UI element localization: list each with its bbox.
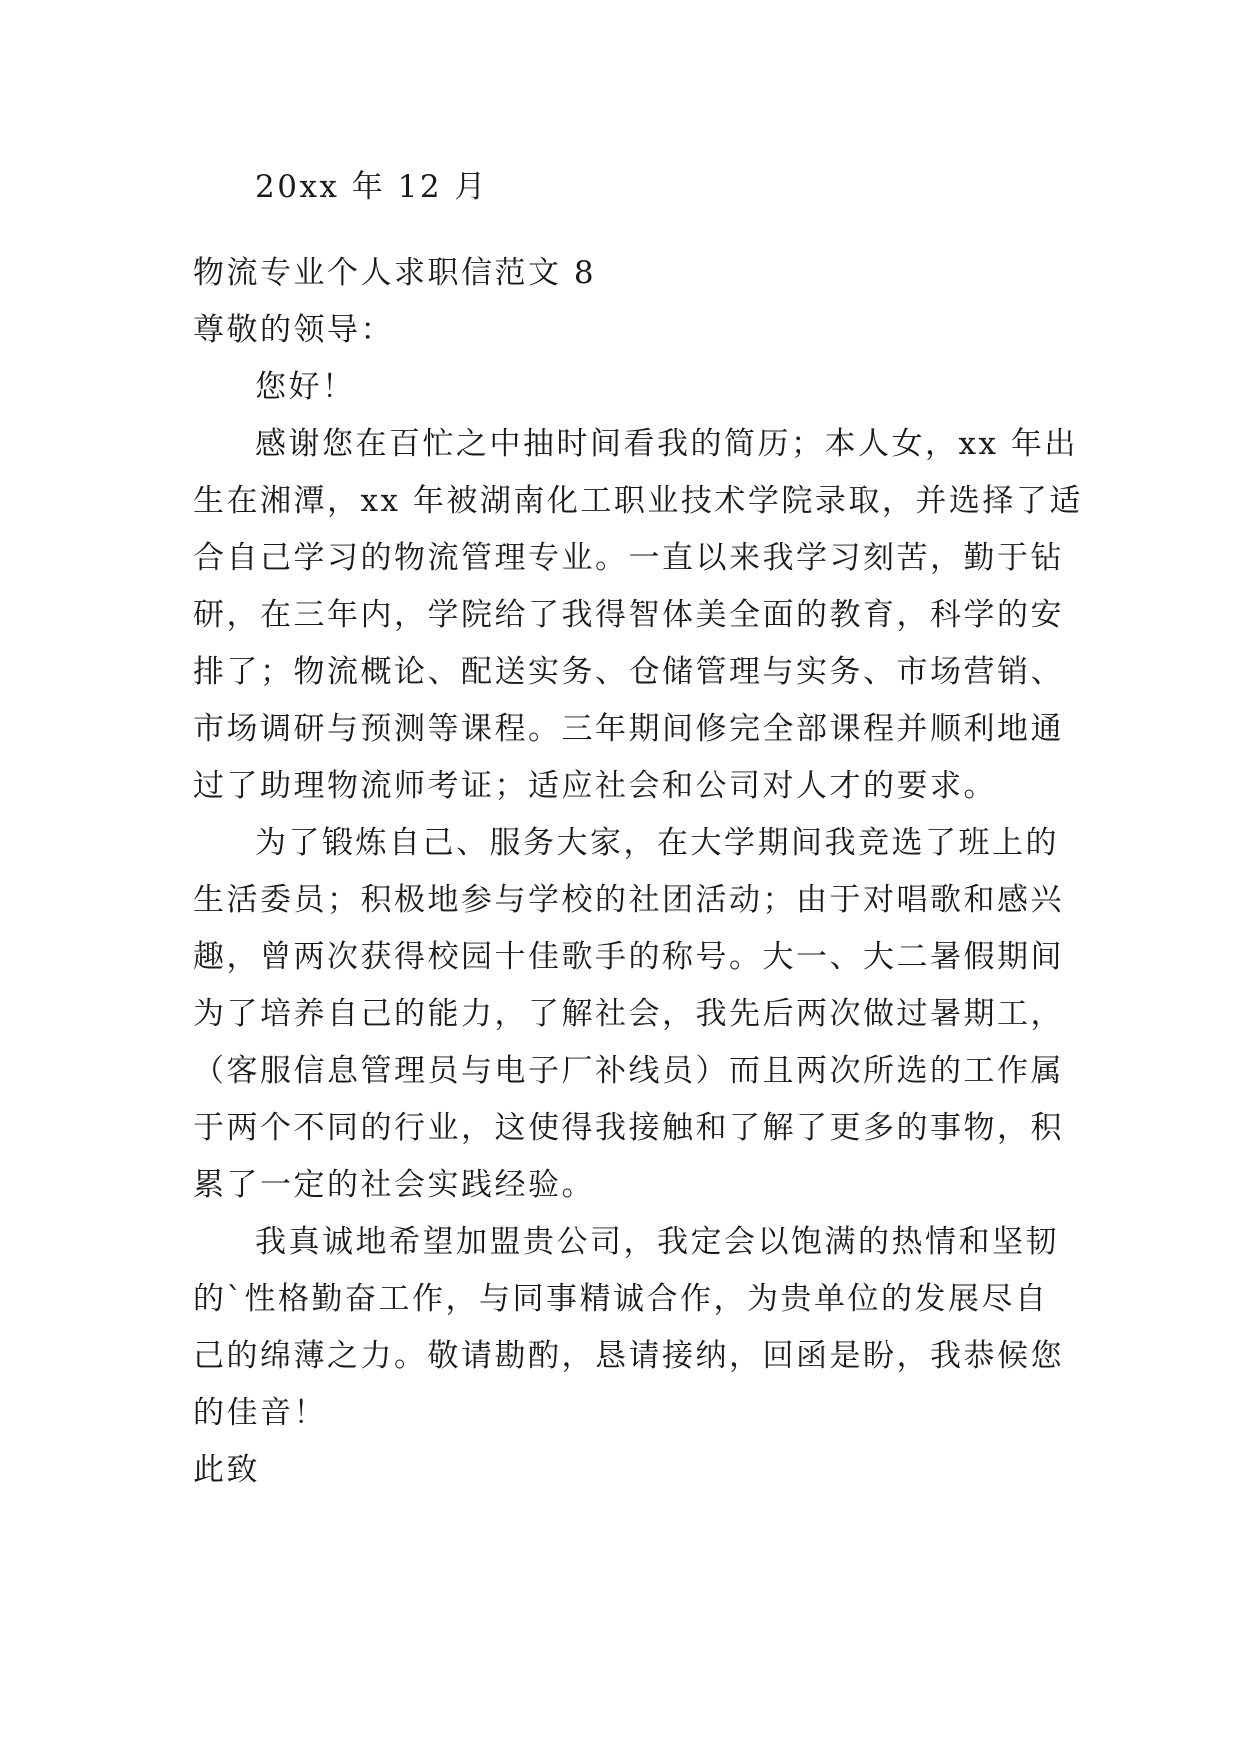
paragraph-line: 过了助理物流师考证；适应社会和公司对人才的要求。 — [193, 768, 997, 804]
paragraph-line: 研，在三年内，学院给了我得智体美全面的教育，科学的安 — [193, 597, 1064, 633]
paragraph-line: 排了；物流概论、配送实务、仓储管理与实务、市场营销、 — [193, 654, 1064, 690]
greeting: 您好！ — [255, 369, 356, 405]
closing: 此致 — [193, 1452, 260, 1488]
paragraph-line: 累了一定的社会实践经验。 — [193, 1167, 595, 1203]
paragraph-line: 的`性格勤奋工作，与同事精诚合作，为贵单位的发展尽自 — [193, 1281, 1049, 1317]
paragraph-line: 于两个不同的行业，这使得我接触和了解了更多的事物，积 — [193, 1110, 1064, 1146]
paragraph-line: 为了培养自己的能力，了解社会，我先后两次做过暑期工， — [193, 996, 1064, 1032]
paragraph-line: 合自己学习的物流管理专业。一直以来我学习刻苦，勤于钻 — [193, 540, 1064, 576]
paragraph-line: 的佳音！ — [193, 1395, 327, 1431]
paragraph-line: 我真诚地希望加盟贵公司，我定会以饱满的热情和坚韧 — [255, 1224, 1059, 1260]
paragraph-line: 生在湘潭，xx 年被湖南化工职业技术学院录取，并选择了适 — [193, 483, 1083, 519]
paragraph-line: 感谢您在百忙之中抽时间看我的简历；本人女，xx 年出 — [255, 426, 1078, 462]
paragraph-line: 趣，曾两次获得校园十佳歌手的称号。大一、大二暑假期间 — [193, 939, 1064, 975]
paragraph-line: 市场调研与预测等课程。三年期间修完全部课程并顺利地通 — [193, 711, 1064, 747]
paragraph-line: 己的绵薄之力。敬请勘酌，恳请接纳，回函是盼，我恭候您 — [193, 1338, 1064, 1374]
paragraph-line: 为了锻炼自己、服务大家，在大学期间我竞选了班上的 — [255, 825, 1059, 861]
paragraph-line: （客服信息管理员与电子厂补线员）而且两次所选的工作属 — [193, 1053, 1064, 1089]
paragraph-line: 生活委员；积极地参与学校的社团活动；由于对唱歌和感兴 — [193, 882, 1064, 918]
date-line: 20xx 年 12 月 — [255, 169, 488, 205]
salutation: 尊敬的领导： — [193, 312, 394, 348]
letter-title: 物流专业个人求职信范文 8 — [193, 255, 597, 291]
